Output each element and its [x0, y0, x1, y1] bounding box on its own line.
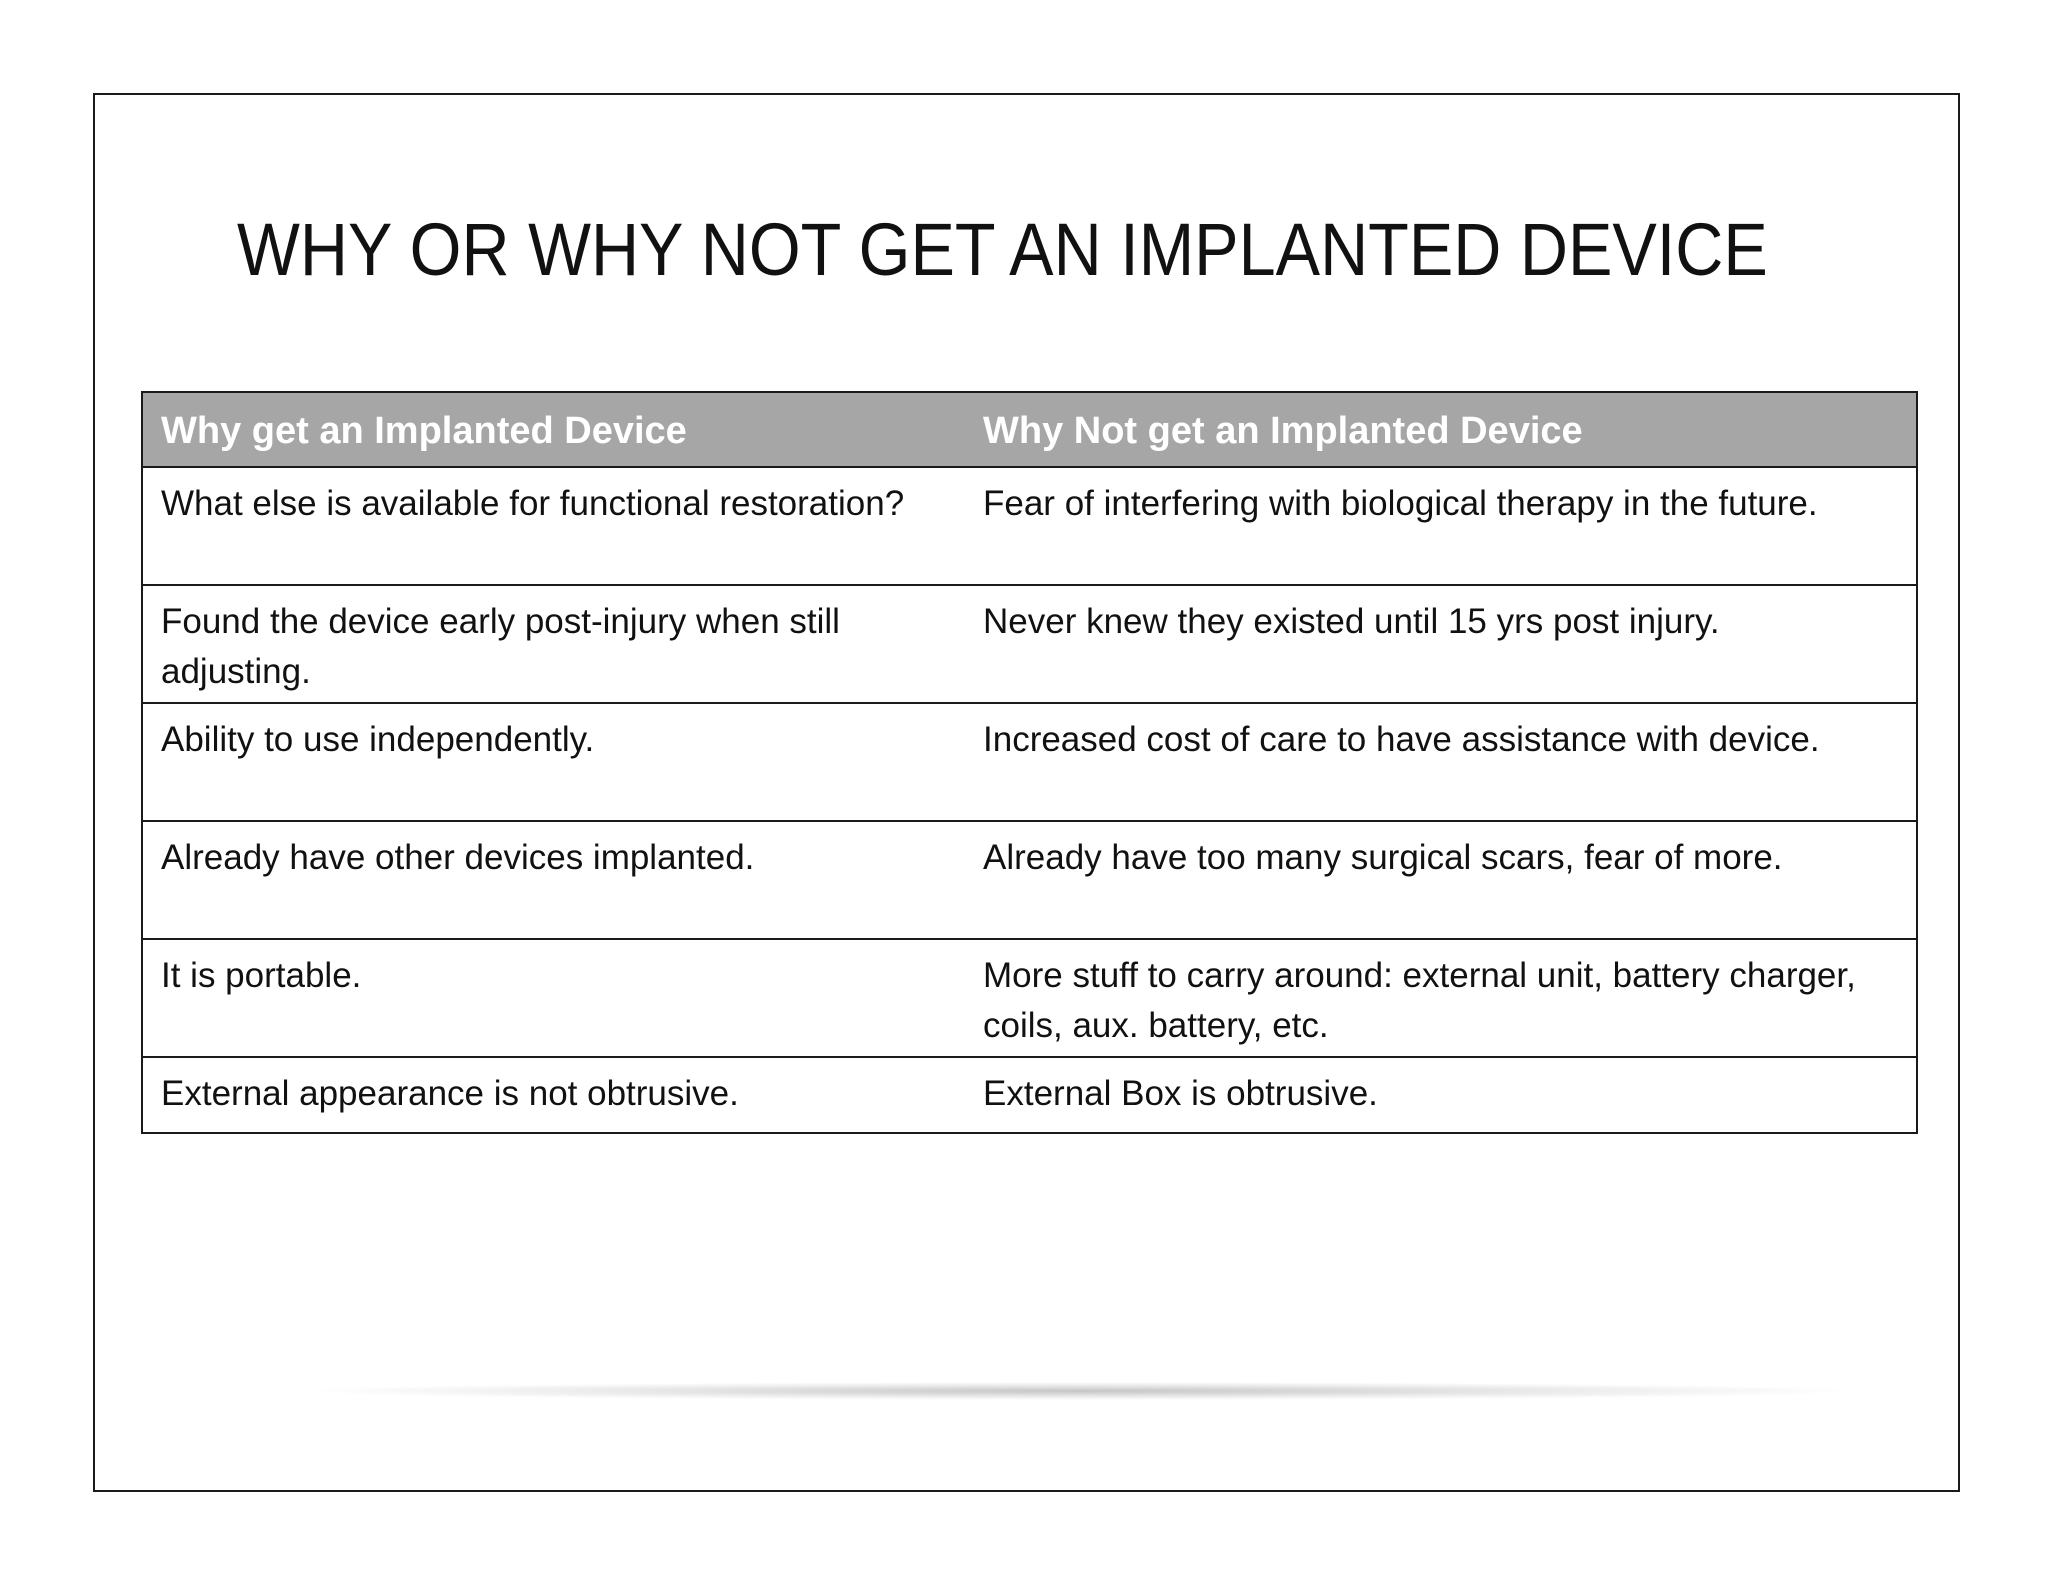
comparison-table: [141, 391, 1918, 1134]
slide: [93, 93, 1960, 1492]
header-why: Why get an Implanted Device: [142, 392, 965, 467]
decorative-shadow-divider: [315, 1382, 1845, 1400]
why-cell: External appearance is not obtrusive.: [142, 1057, 965, 1133]
table-row: [142, 1057, 1917, 1133]
table-row: [142, 467, 1917, 585]
why-not-cell: More stuff to carry around: external unit, battery charger, coils, aux. battery, etc.: [965, 939, 1917, 1057]
why-not-cell: Increased cost of care to have assistance with device.: [965, 703, 1917, 821]
comparison-table-container: [141, 391, 1916, 1134]
why-cell: Already have other devices implanted.: [142, 821, 965, 939]
table-row: [142, 821, 1917, 939]
table-row: [142, 703, 1917, 821]
table-row: [142, 939, 1917, 1057]
why-not-cell: External Box is obtrusive.: [965, 1057, 1917, 1133]
why-cell: It is portable.: [142, 939, 965, 1057]
why-not-cell: Already have too many surgical scars, fear of more.: [965, 821, 1917, 939]
why-not-cell: Never knew they existed until 15 yrs post injury.: [965, 585, 1917, 703]
header-why-not: Why Not get an Implanted Device: [965, 392, 1917, 467]
why-cell: Ability to use independently.: [142, 703, 965, 821]
why-cell: What else is available for functional restoration?: [142, 467, 965, 585]
slide-title: WHY OR WHY NOT GET AN IMPLANTED DEVICE: [237, 208, 1768, 291]
why-cell: Found the device early post-injury when still adjusting.: [142, 585, 965, 703]
table-row: [142, 585, 1917, 703]
why-not-cell: Fear of interfering with biological therapy in the future.: [965, 467, 1917, 585]
table-header-row: [142, 392, 1917, 467]
